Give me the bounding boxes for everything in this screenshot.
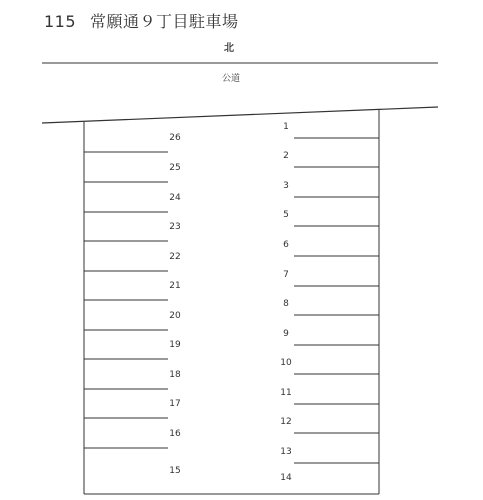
stall-label-left: 16 (169, 429, 181, 439)
stall-label-right: 10 (280, 358, 292, 368)
stall-label-left: 17 (169, 399, 181, 409)
stall-label-right: 11 (280, 388, 292, 398)
stall-label-right: 14 (280, 473, 292, 483)
stall-label-left: 24 (169, 193, 181, 203)
stall-label-right: 9 (283, 329, 289, 339)
stall-label-left: 23 (169, 222, 181, 232)
stall-label-right: 1 (283, 122, 289, 132)
stall-label-right: 8 (283, 299, 289, 309)
stall-label-right: 13 (280, 447, 292, 457)
stall-label-right: 2 (283, 151, 289, 161)
stall-label-right: 3 (283, 181, 289, 191)
stall-group (84, 122, 379, 483)
stall-label-right: 6 (283, 240, 289, 250)
north-label: 北 (224, 43, 234, 54)
stall-label-right: 5 (283, 210, 289, 220)
stall-label-left: 22 (169, 252, 181, 262)
lot-number: 115 (44, 12, 77, 31)
stall-label-right: 12 (280, 417, 292, 427)
stall-label-left: 18 (169, 370, 181, 380)
road-label: 公道 (222, 74, 241, 84)
stall-label-left: 21 (169, 281, 181, 291)
stall-label-left: 15 (169, 466, 181, 476)
stall-label-left: 19 (169, 340, 181, 350)
stall-label-left: 20 (169, 311, 181, 321)
stall-label-right: 7 (283, 270, 289, 280)
stall-label-left: 26 (169, 133, 181, 143)
lot-name: 常願通９丁目駐車場 (90, 12, 239, 31)
stall-label-left: 25 (169, 163, 181, 173)
